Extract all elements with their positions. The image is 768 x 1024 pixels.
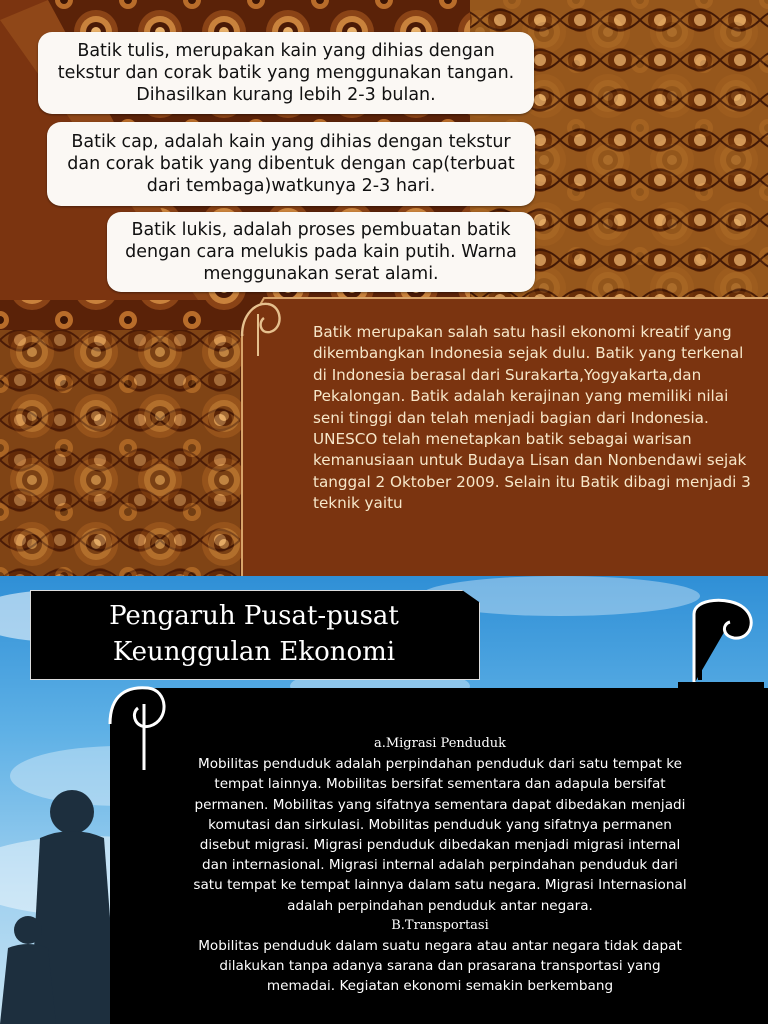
batik-lukis-bubble <box>107 212 535 292</box>
title-line-2: Keunggulan Ekonomi <box>112 637 396 667</box>
batik-intro-text: Batik merupakan salah satu hasil ekonomi kreatif yang dikembangkan Indonesia sejak dulu. Batik yang terkenal di Indonesia berasal dari Surakarta,Yogyakarta,dan Pekalongan. Batik adalah kerajinan yang memiliki nilai seni tinggi dan telah menjadi bagian dari Indonesia. UNESCO telah menetapkan batik sebagai warisan kemanusiaan untuk Budaya Lisan dan Nonbendawi sejak tanggal 2 Oktober 2009. Selain itu Batik dibagi menjadi 3 teknik yaitu <box>313 323 751 513</box>
batik-cap-text: Batik cap, adalah kain yang dihias dengan tekstur dan corak batik yang dibentuk dengan cap(terbuat dari tembaga)watkunya 2-3 hari. <box>67 132 515 196</box>
title-line-1: Pengaruh Pusat-pusat <box>109 601 399 631</box>
section-a-body: Mobilitas penduduk adalah perpindahan penduduk dari satu tempat ke tempat lainnya. Mobilitas bersifat sementara dan adapula bersifat permanen. Mobilitas yang sifatnya sementara dapat dibedakan menjadi komutasi dan sirkulasi. Mobilitas penduduk yang sifatnya permanen disebut migrasi. Migrasi penduduk dibedakan menjadi migrasi internal dan internasional. Migrasi internal adalah perpindahan penduduk dari satu tempat ke tempat lainnya dalam satu negara. Migrasi Internasional adalah perpindahan penduduk antar negara. <box>193 756 687 914</box>
batik-cap-bubble <box>47 122 535 206</box>
section-a-heading: a.Migrasi Penduduk <box>373 736 507 751</box>
batik-tulis-text: Batik tulis, merupakan kain yang dihias dengan tekstur dan corak batik yang menggunakan tangan. Dihasilkan kurang lebih 2-3 bulan. <box>57 41 515 105</box>
batik-tulis-bubble <box>38 32 534 114</box>
section-b-heading: B.Transportasi <box>391 917 489 933</box>
batik-lukis-text: Batik lukis, adalah proses pembuatan batik dengan cara melukis pada kain putih. Warna menggunakan serat alami. <box>125 220 517 284</box>
slide-title <box>30 592 478 670</box>
slide-economic-centers <box>0 576 768 1024</box>
section-b-body: Mobilitas penduduk dalam suatu negara atau antar negara tidak dapat dilakukan tanpa adanya sarana dan prasarana transportasi yang memadai. Kegiatan ekonomi semakin berkembang <box>198 938 682 995</box>
migration-content <box>190 734 690 997</box>
